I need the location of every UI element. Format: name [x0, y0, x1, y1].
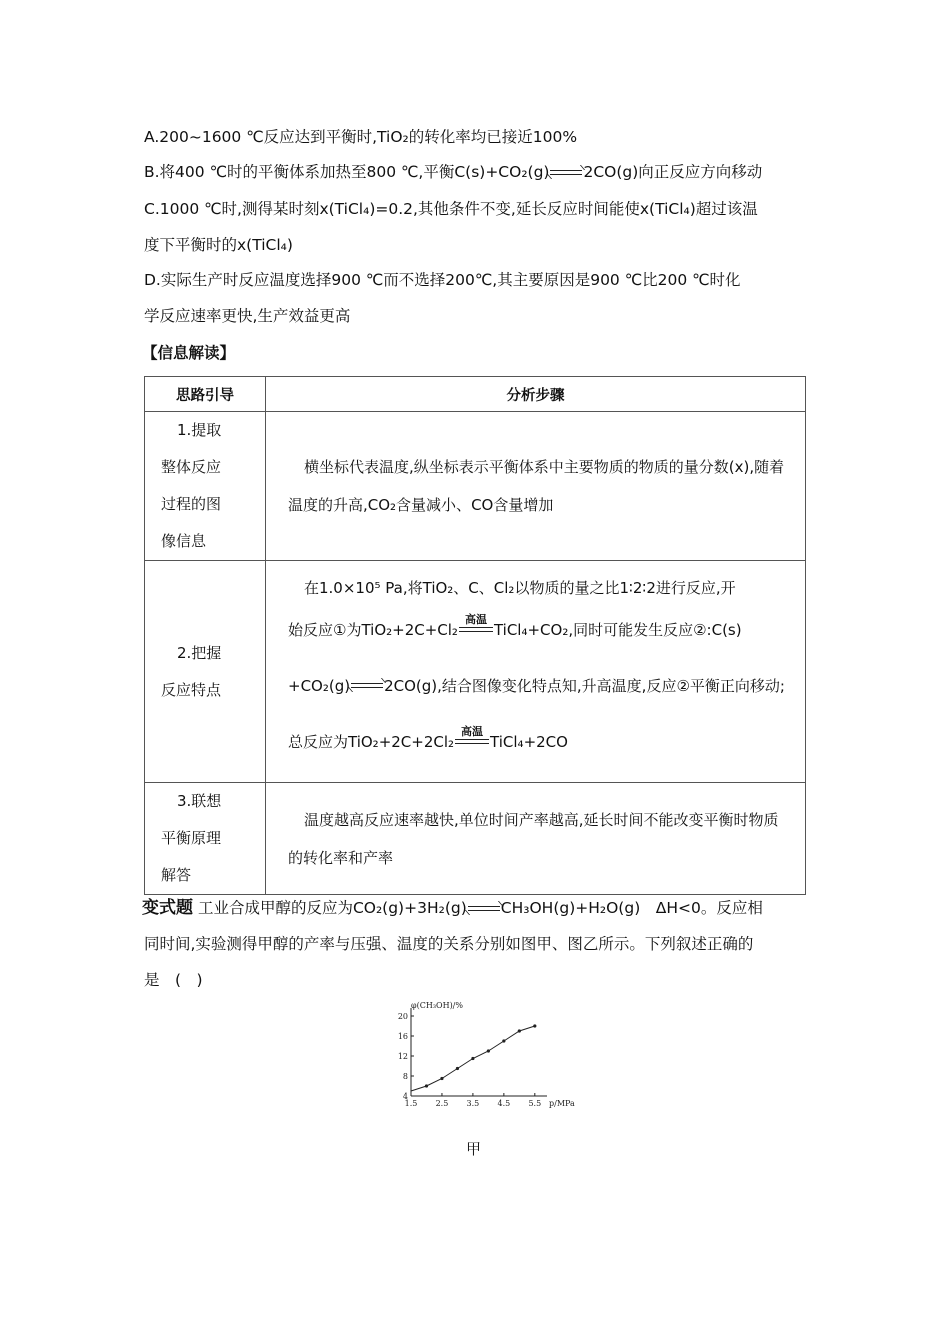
x-axis-label: p/MPa	[549, 1099, 575, 1108]
guide-line: 2.把握	[177, 643, 222, 662]
y-axis-label: φ(CH₃OH)/%	[411, 1001, 463, 1010]
option-d-line2	[144, 305, 350, 327]
analysis-cell	[266, 783, 806, 895]
analysis-text: 始反应①为TiO₂+2C+Cl₂	[288, 620, 458, 639]
option-d-line1	[144, 269, 741, 291]
analysis-text: 横坐标代表温度,纵坐标表示平衡体系中主要物质的物质的量分数(x),随着温度的升高,CO₂含量减小、CO含量增加	[288, 458, 785, 514]
variant-line3: 是 ( )	[144, 971, 203, 989]
table-row	[145, 783, 806, 895]
analysis-line	[288, 602, 787, 658]
high-temp-arrow-icon	[459, 613, 493, 637]
analysis-text: 2CO(g),结合图像变化特点知,升高温度,反应②平衡正向移动;	[384, 676, 785, 695]
option-b-text-post: 2CO(g)向正反应方向移动	[583, 163, 763, 181]
table-row	[145, 561, 806, 783]
table-header-guide: 思路引导	[145, 377, 266, 412]
table-header-row	[145, 377, 806, 412]
variant-text: CH₃OH(g)+H₂O(g) ΔH<0。反应相	[500, 899, 763, 917]
option-a-text: A.200~1600 ℃反应达到平衡时,TiO₂的转化率均已接近100%	[144, 128, 578, 146]
option-d-text2: 学反应速率更快,生产效益更高	[144, 307, 351, 325]
equilibrium-arrow-icon	[351, 680, 383, 692]
table-header-analysis: 分析步骤	[266, 377, 806, 412]
equilibrium-arrow-icon	[468, 903, 500, 915]
info-table	[144, 376, 806, 895]
variant-label: 变式题	[142, 898, 193, 918]
data-point	[440, 1077, 443, 1080]
y-tick-label: 20	[397, 1012, 408, 1021]
section-title: 【信息解读】	[142, 344, 236, 362]
guide-cell	[145, 412, 266, 561]
data-point	[533, 1024, 536, 1027]
condition-label: 高温	[461, 725, 484, 738]
guide-line: 整体反应	[161, 458, 222, 476]
variant-line2: 同时间,实验测得甲醇的产率与压强、温度的关系分别如图甲、图乙所示。下列叙述正确的	[144, 935, 754, 953]
analysis-text: 温度越高反应速率越快,单位时间产率越高,延长时间不能改变平衡时物质的转化率和产率	[288, 810, 779, 867]
data-point	[456, 1067, 459, 1070]
option-c-text2: 度下平衡时的x(TiCl₄)	[144, 236, 293, 254]
data-point	[518, 1029, 521, 1032]
high-temp-arrow-icon	[455, 725, 489, 749]
guide-line: 像信息	[161, 532, 207, 550]
guide-line: 解答	[161, 866, 192, 884]
guide-line: 过程的图	[161, 495, 222, 513]
analysis-cell	[266, 412, 806, 561]
analysis-line	[288, 658, 787, 714]
guide-line: 1.提取	[177, 421, 222, 439]
y-tick-label: 8	[402, 1072, 408, 1081]
x-tick-label: 5.5	[528, 1099, 542, 1108]
analysis-line: 在1.0×10⁵ Pa,将TiO₂、C、Cl₂以物质的量之比1∶2∶2进行反应,开	[304, 578, 736, 597]
option-d-text1: D.实际生产时反应温度选择900 ℃而不选择200℃,其主要原因是900 ℃比200 ℃时化	[144, 271, 741, 289]
analysis-cell	[266, 561, 806, 783]
data-point	[502, 1039, 505, 1042]
data-point	[425, 1084, 428, 1087]
guide-line: 反应特点	[161, 680, 222, 699]
y-tick-label: 4	[402, 1092, 408, 1101]
option-c-text1: C.1000 ℃时,测得某时刻x(TiCl₄)=0.2,其他条件不变,延长反应时间能使x(TiCl₄)超过该温	[144, 200, 758, 218]
table-row	[145, 412, 806, 561]
guide-line: 3.联想	[177, 792, 222, 810]
data-point	[471, 1057, 474, 1060]
pressure-chart	[395, 1000, 575, 1124]
x-tick-label: 4.5	[497, 1099, 511, 1108]
x-tick-label: 3.5	[466, 1099, 480, 1108]
analysis-line	[288, 714, 787, 770]
chart-caption: 甲	[466, 1140, 482, 1158]
chart-svg	[395, 1000, 575, 1120]
x-tick-label: 2.5	[435, 1099, 449, 1108]
variant-line1	[142, 897, 763, 919]
condition-label: 高温	[464, 613, 487, 626]
analysis-text: TiCl₄+2CO	[490, 732, 568, 751]
analysis-text: TiCl₄+CO₂,同时可能发生反应②:C(s)	[493, 620, 742, 639]
guide-cell	[145, 783, 266, 895]
guide-line: 平衡原理	[161, 829, 222, 847]
variant-text: 工业合成甲醇的反应为CO₂(g)+3H₂(g)	[197, 899, 467, 917]
option-c-line2	[144, 234, 293, 256]
analysis-text: 总反应为TiO₂+2C+2Cl₂	[288, 732, 455, 751]
option-b	[144, 161, 762, 183]
guide-cell	[145, 561, 266, 783]
option-a	[144, 126, 577, 148]
analysis-text: +CO₂(g)	[288, 676, 351, 695]
y-tick-label: 12	[397, 1052, 408, 1061]
option-b-text-pre: B.将400 ℃时的平衡体系加热至800 ℃,平衡C(s)+CO₂(g)	[144, 163, 550, 181]
data-point	[487, 1049, 490, 1052]
option-c-line1	[144, 198, 758, 220]
x-tick-label: 1.5	[404, 1099, 418, 1108]
equilibrium-arrow-icon	[550, 167, 582, 179]
y-tick-label: 16	[397, 1032, 408, 1041]
